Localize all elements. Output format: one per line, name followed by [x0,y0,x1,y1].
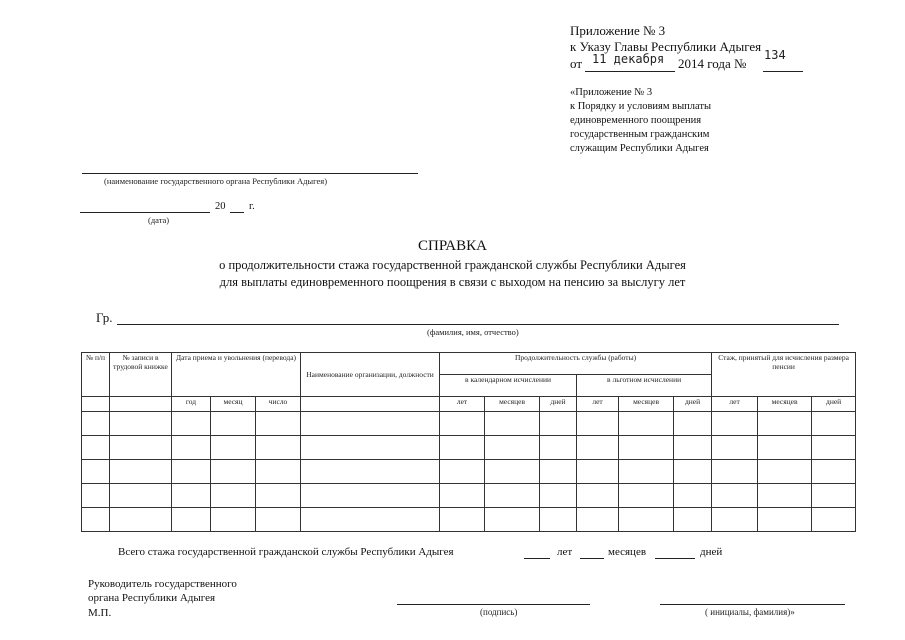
org-name-caption: (наименование государственного органа Республики Адыгея) [104,176,328,186]
date-line [80,212,210,213]
head-title-line-1: Руководитель государственного [88,578,237,590]
document-subtitle-2: для выплаты единовременного поощрения в связи с выходом на пенсию за выслугу лет [219,275,686,289]
service-record-table [81,352,856,532]
appendix-year-number: 2014 года № [678,56,747,71]
th-pref-months: месяцев [619,397,674,412]
th-num: № п/п [82,353,110,397]
th-org: Наименование организации, должности [301,353,440,397]
signature-line [397,604,590,605]
subheader-line-1: «Приложение № 3 [570,87,653,98]
date-fill-handwritten: 11 декабря [592,52,665,66]
total-days-line [655,558,695,559]
th-duration: Продолжительность службы (работы) [440,353,712,375]
number-fill-handwritten: 134 [764,48,786,62]
signature-caption: (подпись) [480,607,518,617]
th-sub-day: число [256,397,301,412]
th-pref-years: лет [577,397,619,412]
table-row [82,412,856,436]
th-sub-year: год [172,397,211,412]
table-row [82,436,856,460]
subheader-line-4: государственным гражданским [570,129,710,140]
th-cal-days: дней [540,397,577,412]
subheader-line-2: к Порядку и условиям выплаты [570,101,712,112]
th-pref-days: дней [674,397,712,412]
subheader-line-3: единовременного поощрения [570,115,702,126]
number-fill-line [763,71,803,72]
table-row [82,460,856,484]
th-record: № записи в трудовой книжке [110,353,172,397]
citizen-caption: (фамилия, имя, отчество) [427,327,519,337]
appendix-title: Приложение № 3 [570,23,666,38]
th-acc-years: лет [712,397,758,412]
total-days-label: дней [700,546,723,558]
date-year-prefix: 20 [215,201,226,212]
total-years-label: лет [557,546,573,558]
date-year-suffix: г. [249,201,255,212]
th-calendar: в календарном исчислении [440,375,577,397]
th-date: Дата приема и увольнения (перевода) [172,353,301,397]
th-num-blank [82,397,110,412]
th-cal-years: лет [440,397,485,412]
org-name-line [82,173,418,174]
initials-line [660,604,845,605]
total-label: Всего стажа государственной гражданской службы Республики Адыгея [118,546,454,558]
th-org-blank [301,397,440,412]
th-acc-days: дней [812,397,856,412]
document-title: СПРАВКА [418,238,487,254]
th-cal-months: месяцев [485,397,540,412]
total-years-line [524,558,550,559]
total-months-line [580,558,604,559]
th-record-blank [110,397,172,412]
initials-caption: ( инициалы, фамилия)» [705,607,795,617]
date-caption: (дата) [148,215,170,225]
document-subtitle-1: о продолжительности стажа государственной гражданской службы Республики Адыгея [219,258,686,272]
table-row [82,484,856,508]
th-preferential: в льготном исчислении [577,375,712,397]
appendix-decree: к Указу Главы Республики Адыгея [570,39,762,54]
head-title-line-2: органа Республики Адыгея [88,592,216,604]
citizen-name-line [117,324,839,325]
th-sub-month: месяц [211,397,256,412]
th-acc-months: месяцев [758,397,812,412]
table-row [82,508,856,532]
appendix-date-prefix: от [570,56,583,71]
total-months-label: месяцев [608,546,647,558]
citizen-prefix: Гр. [96,310,113,325]
th-accepted: Стаж, принятый для исчисления размера пенсии [712,353,856,397]
subheader-line-5: служащим Республики Адыгея [570,143,709,154]
stamp-label: М.П. [88,607,112,619]
date-year-line [230,212,244,213]
date-fill-line [585,71,675,72]
